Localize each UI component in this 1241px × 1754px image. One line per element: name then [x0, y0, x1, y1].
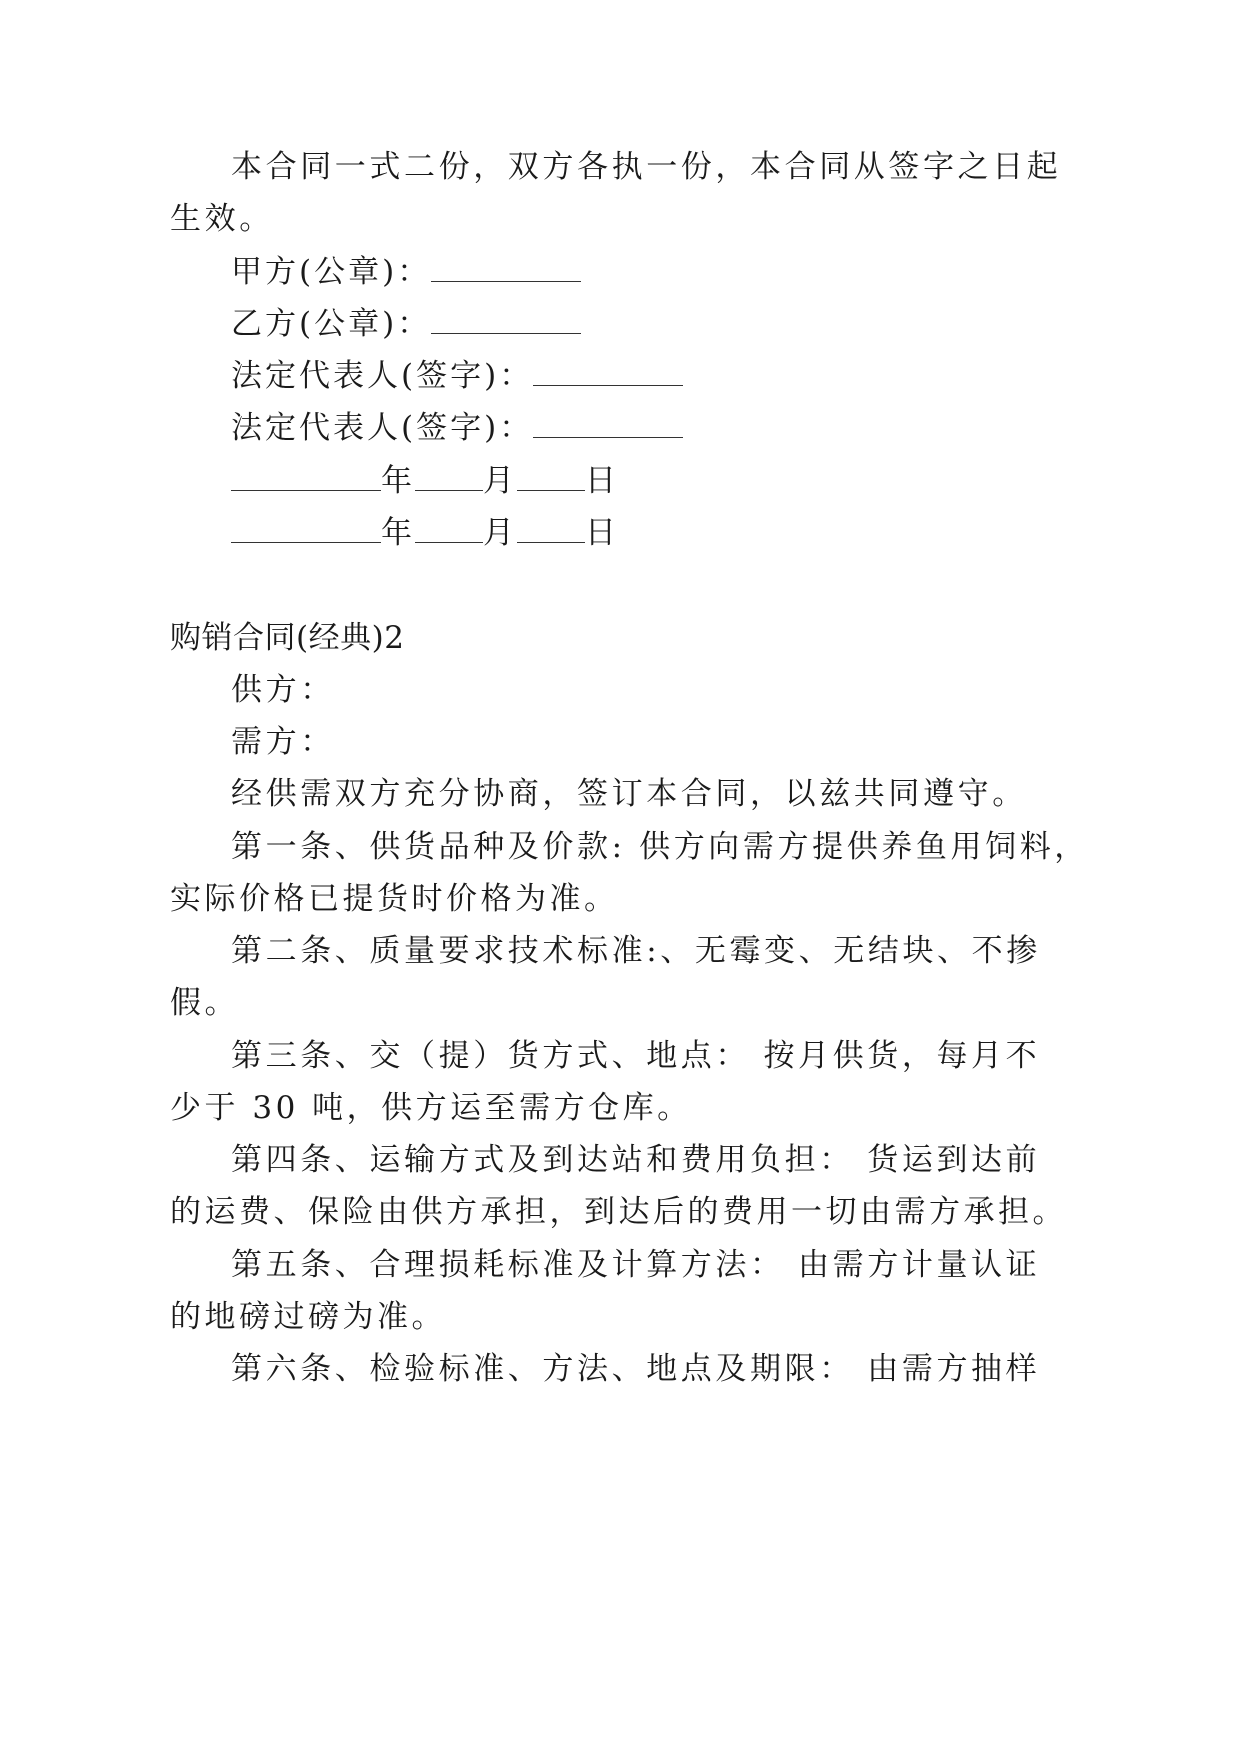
year-label: 年: [381, 463, 415, 499]
month-label: 月: [483, 515, 517, 551]
party-a-seal-line: [231, 252, 581, 292]
party-a-seal-label: 甲方(公章)：: [231, 254, 432, 290]
article-4-line-1: 第四条、运输方式及到达站和费用负担： 货运到达前: [231, 1142, 1041, 1178]
article-3-line-2: 少于 30 吨，供方运至需方仓库。: [170, 1090, 692, 1126]
section-title: 购销合同(经典)2: [170, 620, 405, 656]
month-label: 月: [483, 463, 517, 499]
day-label: 日: [585, 463, 619, 499]
article-5-line-2: 的地磅过磅为准。: [170, 1299, 446, 1335]
year-blank: [231, 466, 381, 491]
date-line-b: [231, 513, 619, 553]
article-2-line-2: 假。: [170, 985, 239, 1021]
party-a-seal-blank: [431, 257, 581, 282]
article-5-line-1: 第五条、合理损耗标准及计算方法： 由需方计量认证: [231, 1247, 1041, 1283]
rep-a-signature-label: 法定代表人(签字)：: [231, 358, 534, 394]
intro-paragraph: 经供需双方充分协商，签订本合同，以兹共同遵守。: [231, 776, 1027, 812]
article-2-line-1: 第二条、质量要求技术标准:、无霉变、无结块、不掺: [231, 933, 1041, 969]
closing-line-1: 本合同一式二份，双方各执一份，本合同从签字之日起: [231, 149, 1062, 185]
year-label: 年: [381, 515, 415, 551]
party-b-seal-blank: [431, 309, 581, 334]
day-blank: [517, 466, 585, 491]
day-label: 日: [585, 515, 619, 551]
rep-b-signature-label: 法定代表人(签字)：: [231, 410, 534, 446]
date-line-a: [231, 461, 619, 501]
rep-b-signature-blank: [533, 413, 683, 438]
article-1-line-1: 第一条、供货品种及价款: 供方向需方提供养鱼用饲料，: [231, 829, 1089, 865]
rep-a-signature-blank: [533, 361, 683, 386]
year-blank: [231, 518, 381, 543]
rep-a-signature-line: [231, 356, 683, 396]
article-6-line-1: 第六条、检验标准、方法、地点及期限： 由需方抽样: [231, 1351, 1041, 1387]
article-3-line-1: 第三条、交（提）货方式、地点： 按月供货，每月不: [231, 1038, 1041, 1074]
party-b-seal-line: [231, 304, 581, 344]
buyer-label: 需方：: [231, 724, 335, 760]
month-blank: [415, 466, 483, 491]
party-b-seal-label: 乙方(公章)：: [231, 306, 432, 342]
article-4-line-2: 的运费、保险由供方承担，到达后的费用一切由需方承担。: [170, 1194, 1067, 1230]
closing-line-2: 生效。: [170, 201, 274, 237]
month-blank: [415, 518, 483, 543]
day-blank: [517, 518, 585, 543]
article-1-line-2: 实际价格已提货时价格为准。: [170, 881, 619, 917]
rep-b-signature-line: [231, 408, 683, 448]
supplier-label: 供方：: [231, 672, 335, 708]
